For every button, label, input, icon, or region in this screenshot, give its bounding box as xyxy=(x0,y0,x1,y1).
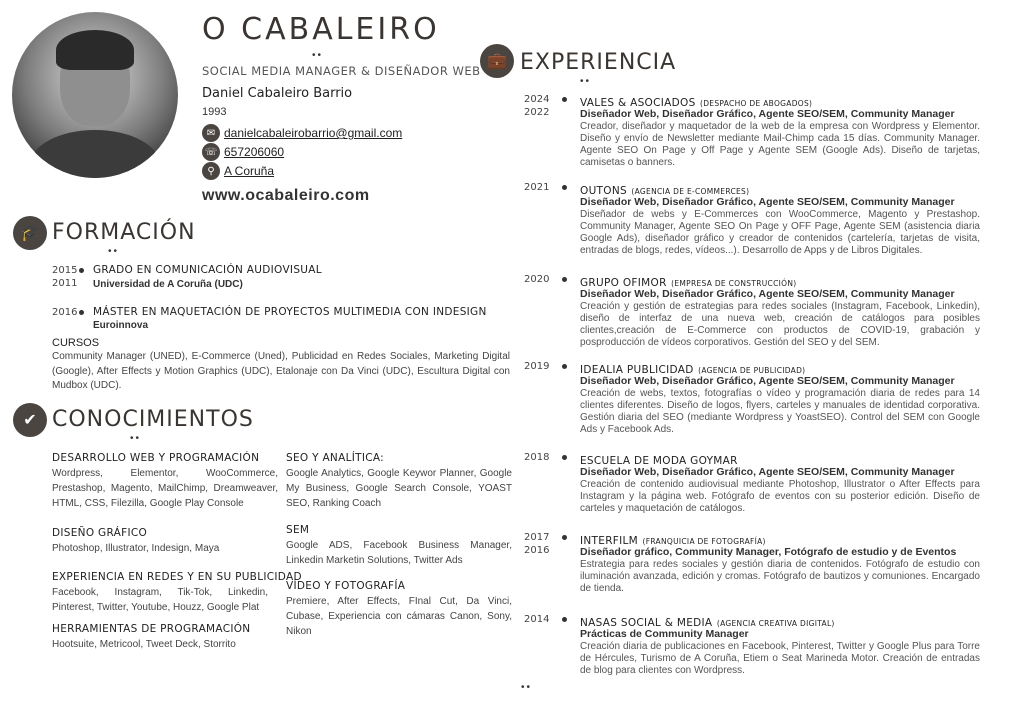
exp-company: NASAS SOCIAL & MEDIA xyxy=(580,617,713,629)
exp-company-type: (DESPACHO DE ABOGADOS) xyxy=(700,99,813,108)
exp-heading xyxy=(580,273,796,291)
exp-company-type: (EMPRESA DE CONSTRUCCIÓN) xyxy=(671,279,797,288)
birth-year: 1993 xyxy=(202,106,227,118)
skill-text: Facebook, Instagram, Tik-Tok, Linkedin, Pinterest, Twitter, Youtube, Houzz, Google Plat xyxy=(52,587,268,613)
location-link[interactable]: A Coruña xyxy=(224,164,275,178)
timeline-bullet xyxy=(562,97,567,102)
exp-description: Creador, diseñador y maquetador de la web de la empresa con Wordpress y Elementor. Diseño y envío de Newsletter mediante Mail-Chimp cada 15 días. Community Manager. Agente SEO On Page y Off Page y Agente SEM (Google Ads). Diseño de tarjetas, camisetas o banners. xyxy=(580,121,980,168)
exp-company-type: (AGENCIA CREATIVA DIGITAL) xyxy=(716,619,835,628)
exp-company: ESCUELA DE MODA GOYMAR xyxy=(580,455,738,467)
timeline-bullet xyxy=(562,277,567,282)
exp-date-end: 2018 xyxy=(524,452,550,463)
exp-heading xyxy=(580,181,749,199)
exp-company: IDEALIA PUBLICIDAD xyxy=(580,364,694,376)
phone-icon: ☏ xyxy=(202,143,220,161)
exp-role: Diseñador Web, Diseñador Gráfico, Agente SEO/SEM, Community Manager xyxy=(580,288,955,300)
exp-date-start: 2022 xyxy=(524,107,550,118)
skill-heading: HERRAMIENTAS DE PROGRAMACIÓN xyxy=(52,623,251,635)
edu-place: Universidad de A Coruña (UDC) xyxy=(93,279,243,290)
edu-date: 2016 xyxy=(52,307,78,318)
skill-heading: VÍDEO Y FOTOGRAFÍA xyxy=(286,580,406,592)
page-dots: •• xyxy=(521,682,533,693)
exp-company: GRUPO OFIMOR xyxy=(580,277,667,289)
exp-company-type: (AGENCIA DE PUBLICIDAD) xyxy=(698,366,806,375)
exp-date-end: 2017 xyxy=(524,532,550,543)
edu-date-start: 2011 xyxy=(52,278,78,289)
profile-photo xyxy=(12,12,178,178)
exp-company-type: (AGENCIA DE E-COMMERCES) xyxy=(631,187,750,196)
formacion-title: FORMACIÓN xyxy=(52,220,196,245)
exp-role: Diseñador Web, Diseñador Gráfico, Agente SEO/SEM, Community Manager xyxy=(580,466,955,478)
website-link[interactable]: www.ocabaleiro.com xyxy=(202,187,370,204)
exp-role: Diseñador gráfico, Community Manager, Fotógrafo de estudio y de Eventos xyxy=(580,546,957,558)
timeline-bullet xyxy=(562,185,567,190)
experiencia-title: EXPERIENCIA xyxy=(520,50,677,75)
conocimientos-title: CONOCIMIENTOS xyxy=(52,407,254,432)
exp-role: Diseñador Web, Diseñador Gráfico, Agente SEO/SEM, Community Manager xyxy=(580,196,955,208)
skill-heading: SEO Y ANALÍTICA: xyxy=(286,452,384,464)
timeline-bullet xyxy=(79,310,84,315)
exp-date-end: 2014 xyxy=(524,614,550,625)
job-role: SOCIAL MEDIA MANAGER & DISEÑADOR WEB xyxy=(202,64,481,78)
exp-description: Estrategia para redes sociales y gestión diaria de contenidos. Fotógrafo de estudio con iluminación avanzada, edición y cromas. Fotógrafo de bautizos y comuniones. Encargado de tienda. xyxy=(580,559,980,594)
timeline-bullet xyxy=(79,268,84,273)
exp-date-start: 2016 xyxy=(524,545,550,556)
timeline-bullet xyxy=(562,535,567,540)
exp-date-end: 2020 xyxy=(524,274,550,285)
exp-description: Creación de contenido audiovisual mediante Photoshop, Illustrator o After Effects para Instagram y la página web. Fotógrafo de eventos con su posterior edición. Diseño de carteles y maquetación de catálogos. xyxy=(580,479,980,514)
timeline-bullet xyxy=(562,364,567,369)
graduation-cap-icon: 🎓 xyxy=(13,216,47,250)
exp-heading xyxy=(580,360,805,378)
edu-title: GRADO EN COMUNICACIÓN AUDIOVISUAL xyxy=(93,264,322,276)
skill-text: Google ADS, Facebook Business Manager, Linkedin Marketin Solutions, Twitter Ads xyxy=(286,540,512,566)
exp-heading xyxy=(580,531,766,549)
skill-heading: DISEÑO GRÁFICO xyxy=(52,527,148,539)
check-badge-icon: ✔ xyxy=(13,403,47,437)
decorative-dots: •• xyxy=(108,246,120,257)
exp-heading xyxy=(580,93,812,111)
decorative-dots: •• xyxy=(130,433,142,444)
cursos-label: CURSOS xyxy=(52,337,100,349)
cursos-text: Community Manager (UNED), E-Commerce (Uned), Publicidad en Redes Sociales, Marketing Digital (Google), After Effects y Motion Graphics (UDC), Etalonaje con Da Vinci (UDC), Escultura Digital con Mudbox (UDC). xyxy=(52,351,510,391)
email-link[interactable]: danielcabaleirobarrio@gmail.com xyxy=(224,126,403,140)
exp-company-type: (FRANQUICIA DE FOTOGRAFÍA) xyxy=(642,537,766,546)
mail-icon: ✉ xyxy=(202,124,220,142)
brand-title: O CABALEIRO xyxy=(202,12,440,47)
skill-text: Google Analytics, Google Keywor Planner, Google My Business, Google Search Console, YOAST SEO, Ranking Coach xyxy=(286,468,512,509)
phone-link[interactable]: 657206060 xyxy=(224,145,285,159)
edu-title: MÁSTER EN MAQUETACIÓN DE PROYECTOS MULTIMEDIA CON INDESIGN xyxy=(93,306,487,318)
exp-date-end: 2021 xyxy=(524,182,550,193)
exp-company: OUTONS xyxy=(580,185,627,197)
exp-description: Creación y gestión de estrategias para redes sociales (Instagram, Facebook, Linkedin), diseño de interfaz de una nueva web, creación de catálogos para posibles clientes,creación de E-Commerce con productos de COVID-19, grabación y posproducción de vídeos corporativos. Gestión del SEO y del SEM. xyxy=(580,301,980,348)
exp-role: Diseñador Web, Diseñador Gráfico, Agente SEO/SEM, Community Manager xyxy=(580,375,955,387)
exp-role: Diseñador Web, Diseñador Gráfico, Agente SEO/SEM, Community Manager xyxy=(580,108,955,120)
timeline-bullet xyxy=(562,455,567,460)
decorative-dots: •• xyxy=(580,76,592,87)
exp-description: Creación diaria de publicaciones en Facebook, Pinterest, Twitter y Google Plus para Torre de Hércules, Turismo de A Coruña, Etiem o Seat Marineda Motor. Creación de entradas de blog para clientes con Wordpress. xyxy=(580,641,980,676)
exp-description: Diseñador de webs y E-Commerces con WooCommerce, Magento y Prestashop. Community Manager, Agente SEO On Page y OFF Page, Agente SEM (asistencia diaria Google Ads), diseñador gráfico y creador de contenidos (cartelería, tarjetas de visita, entradas de blogs, redes, vídeos...). Desarrollo de Apps y de Libros Digitales. xyxy=(580,209,980,256)
decorative-dots: •• xyxy=(312,50,324,61)
skill-text: Wordpress, Elementor, WooCommerce, Prestashop, Magento, MailChimp, Dreamweaver, HTML, CSS, Filezilla, Google Play Console xyxy=(52,468,278,509)
exp-date-end: 2019 xyxy=(524,361,550,372)
skill-heading: EXPERIENCIA EN REDES Y EN SU PUBLICIDAD xyxy=(52,571,302,583)
edu-place: Euroinnova xyxy=(93,320,149,331)
exp-date-end: 2024 xyxy=(524,94,550,105)
skill-heading: SEM xyxy=(286,524,310,536)
exp-role: Prácticas de Community Manager xyxy=(580,628,749,640)
skill-heading: DESARROLLO WEB Y PROGRAMACIÓN xyxy=(52,452,260,464)
skill-text: Premiere, After Effects, FInal Cut, Da Vinci, Cubase, Experiencia con cámaras Canon, Sony, Nikon xyxy=(286,596,512,637)
exp-description: Creación de webs, textos, fotografías o vídeo y programación diaria de redes para 14 clientes diferentes. Diseño de logos, flyers, carteles y manuales de identidad corporativa. Gestión diaria del SEO (mediante Wordpress y YoastSEO). Control del SEM con Google Ads y Facebook Ads. xyxy=(580,388,980,435)
briefcase-icon: 💼 xyxy=(480,44,514,78)
edu-date-end: 2015 xyxy=(52,265,78,276)
exp-company: VALES & ASOCIADOS xyxy=(580,97,696,109)
exp-heading xyxy=(580,451,738,469)
exp-heading xyxy=(580,613,835,631)
exp-company: INTERFILM xyxy=(580,535,639,547)
full-name: Daniel Cabaleiro Barrio xyxy=(202,86,353,101)
location-pin-icon: ⚲ xyxy=(202,162,220,180)
skill-text: Hootsuite, Metricool, Tweet Deck, Storrito xyxy=(52,639,236,650)
skill-text: Photoshop, Illustrator, Indesign, Maya xyxy=(52,543,220,554)
timeline-bullet xyxy=(562,617,567,622)
